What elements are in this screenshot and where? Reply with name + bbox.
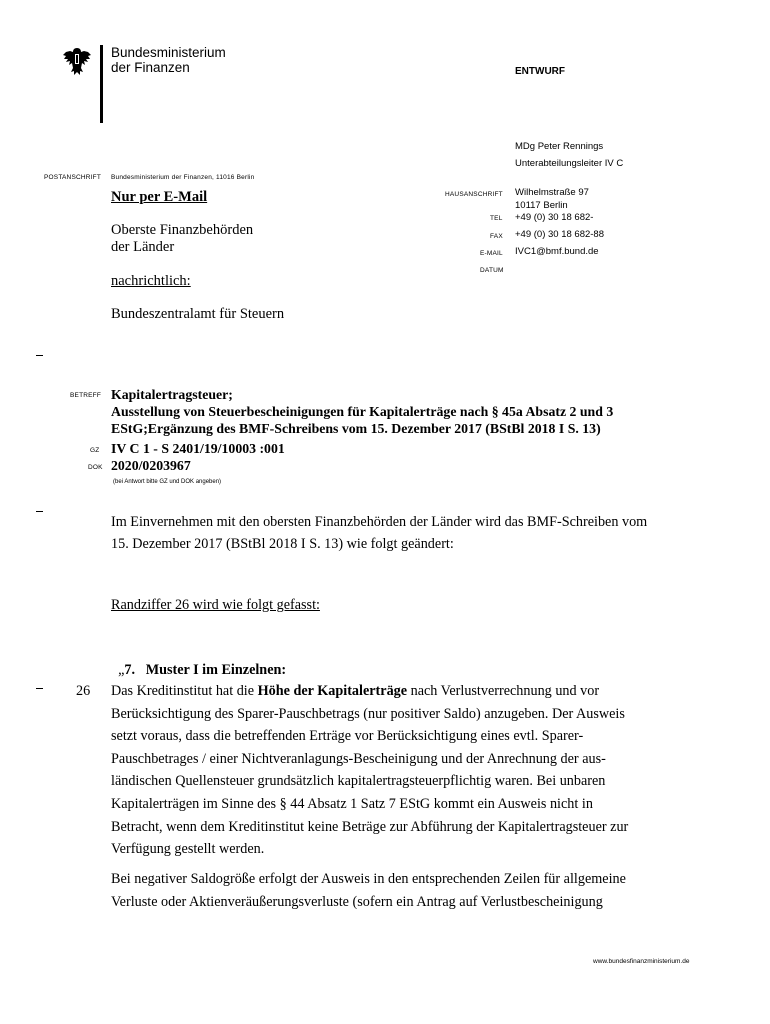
paragraph-number: 26 <box>76 683 91 699</box>
dok-value: 2020/0203967 <box>111 458 191 473</box>
p2-line2: Verluste oder Aktienveräußerungsverluste (sofern ein Antrag auf Verlustbescheinigung <box>111 893 603 910</box>
p1-text-bold: Höhe der Kapitalerträge <box>257 683 408 699</box>
fax-label: FAX <box>490 233 503 240</box>
p1-line4: Pauschbetrages / einer Nichtveranlagungs-Bescheinigung und der Anrechnung der aus- <box>111 750 606 767</box>
fax-number: +49 (0) 30 18 682-88 <box>515 229 604 240</box>
address-city: 10117 Berlin <box>515 200 568 211</box>
letterhead-divider <box>100 45 103 123</box>
recipient-line1: Oberste Finanzbehörden <box>111 222 254 238</box>
p1-line7: Betracht, wenn dem Kreditinstitut keine Beträge zur Abführung der Kapitalertragsteuer zur <box>111 818 629 835</box>
fold-mark-top <box>36 355 43 356</box>
p1-text-c: nach Verlustverrechnung und vor <box>407 683 600 699</box>
cc-label: nachrichtlich: <box>111 273 191 289</box>
fold-mark-middle <box>36 511 43 512</box>
p2-line1: Bei negativer Saldogröße erfolgt der Ausweis in den entsprechenden Zeilen für allgemeine <box>111 871 626 887</box>
postanschrift-value: Bundesministerium der Finanzen, 11016 Berlin <box>111 174 255 181</box>
fold-mark-para <box>36 688 43 689</box>
paragraph-26 <box>111 680 731 861</box>
recipient-line2: der Länder <box>111 239 175 255</box>
sender-name: MDg Peter Rennings <box>515 141 604 152</box>
gz-value: IV C 1 - S 2401/19/10003 :001 <box>111 441 285 456</box>
cc-recipient: Bundeszentralamt für Steuern <box>111 306 285 322</box>
reference-note: (bei Antwort bitte GZ und DOK angeben) <box>113 479 222 485</box>
sender-role: Unterabteilungsleiter IV C <box>515 158 624 169</box>
postanschrift-label: POSTANSCHRIFT <box>44 174 102 181</box>
section-title: 7. Muster I im Einzelnen: <box>124 661 287 678</box>
intro-line1: Im Einvernehmen mit den obersten Finanzbehörden der Länder wird das BMF-Schreiben vom <box>111 514 648 530</box>
email-label: E-MAIL <box>480 250 503 257</box>
p1-line2: Berücksichtigung des Sparer-Pauschbetrags (nur positiver Saldo) anzugeben. Der Ausweis <box>111 705 625 722</box>
p1-line6: Kapitalerträgen im Sinne des § 44 Absatz 1 Satz 7 EStG kommt ein Ausweis nicht in <box>111 795 593 812</box>
tel-number: +49 (0) 30 18 682- <box>515 212 594 223</box>
dok-label: DOK <box>88 464 103 471</box>
intro-line2: 15. Dezember 2017 (BStBl 2018 I S. 13) wie folgt geändert: <box>111 536 454 552</box>
subject-line2: Ausstellung von Steuerbescheinigungen für Kapitalerträge nach § 45a Absatz 2 und 3 <box>111 404 614 419</box>
hausanschrift-label: HAUSANSCHRIFT <box>445 191 503 198</box>
gz-label: GZ <box>90 447 100 454</box>
address-street: Wilhelmstraße 97 <box>515 187 589 198</box>
delivery-mode: Nur per E-Mail <box>111 189 208 205</box>
email-address: IVC1@bmf.bund.de <box>515 246 599 257</box>
randziffer-heading: Randziffer 26 wird wie folgt gefasst: <box>111 597 320 613</box>
footer-url: www.bundesfinanzministerium.de <box>593 958 690 965</box>
section-heading <box>111 636 286 681</box>
datum-label: DATUM <box>480 267 504 274</box>
draft-status: ENTWURF <box>515 66 565 77</box>
ministry-name-line1: Bundesministerium <box>111 45 226 60</box>
p1-line8: Verfügung gestellt werden. <box>111 841 265 858</box>
p1-line1 <box>111 680 731 703</box>
federal-eagle-logo <box>62 46 92 78</box>
p1-text-a: Das Kreditinstitut hat die <box>111 683 258 699</box>
betreff-label: BETREFF <box>70 392 102 399</box>
p1-line3: setzt voraus, dass die betreffenden Erträge vor Berücksichtigung eines evtl. Sparer- <box>111 728 584 745</box>
section-quote: „ <box>118 661 125 678</box>
subject-line1: Kapitalertragsteuer; <box>111 387 233 402</box>
p1-line5: ländischen Quellensteuer grundsätzlich kapitalertragsteuerpflichtig waren. Bei unbaren <box>111 773 606 790</box>
tel-label: TEL <box>490 215 503 222</box>
paragraph-2 <box>111 868 626 913</box>
subject-line3: EStG;Ergänzung des BMF-Schreibens vom 15. Dezember 2017 (BStBl 2018 I S. 13) <box>111 421 601 436</box>
ministry-name-line2: der Finanzen <box>111 60 190 75</box>
